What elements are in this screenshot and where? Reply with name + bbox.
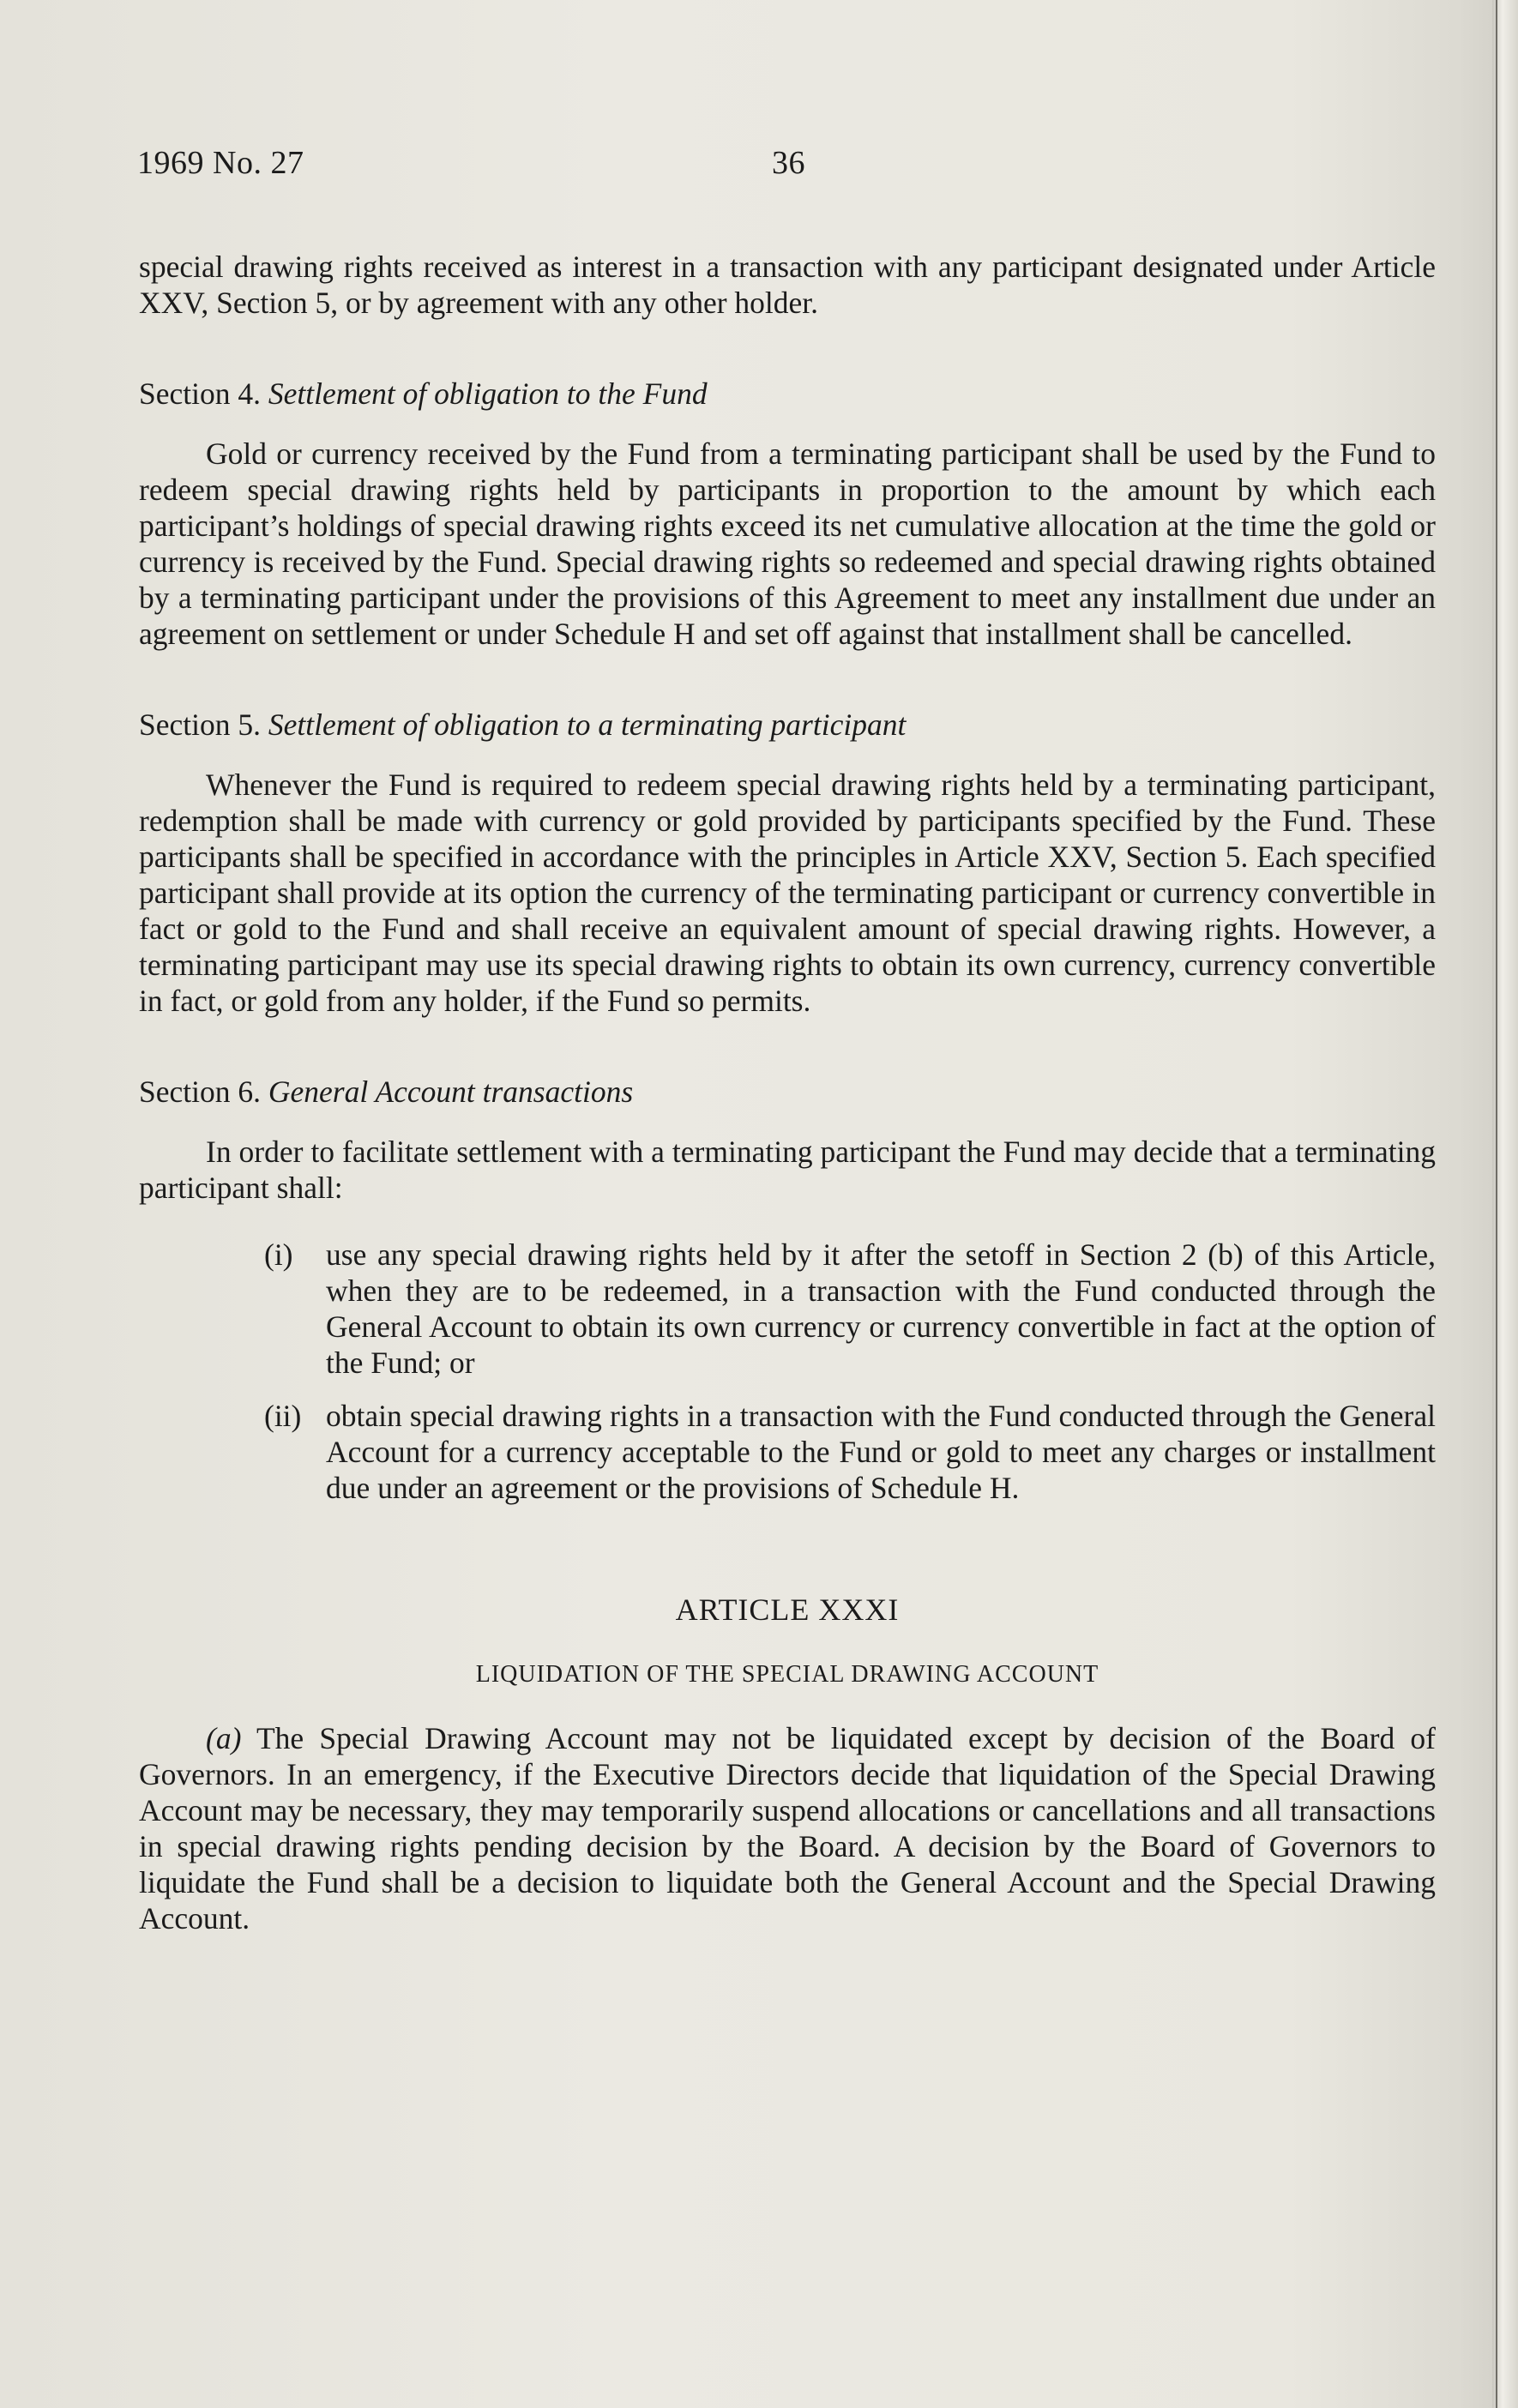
section-5-title: Settlement of obligation to a terminating participant [268, 707, 907, 742]
page-body [139, 249, 1436, 1936]
page-number: 36 [772, 145, 805, 181]
list-item-text: obtain special drawing rights in a transaction with the Fund conducted through the General Account for a currency acceptable to the Fund or gold to meet any charges or installment due under an agreement or the provisions of Schedule H. [326, 1399, 1436, 1505]
section-4-title: Settlement of obligation to the Fund [268, 376, 708, 411]
paragraph-text: The Special Drawing Account may not be liquidated except by decision of the Board of Governors. In an emergency, if the Executive Directors decide that liquidation of the Special Drawing Account may be necessary, they may temporarily suspend allocations or cancellations and all transactions in special drawing rights pending decision by the Board. A decision by the Board of Governors to liquidate the Fund shall be a decision to liquidate both the General Account and the Special Drawing Account. [139, 1721, 1436, 1935]
list-item-number: (ii) [264, 1399, 302, 1433]
article-paragraph-a [139, 1720, 1436, 1936]
paragraph-label: (a) [206, 1721, 242, 1755]
intro-paragraph: special drawing rights received as interest in a transaction with any participant designated under Article XXV, Section 5, or by agreement with any other holder. [139, 250, 1436, 320]
list-item [139, 1237, 1436, 1381]
section-4-label: Section 4. [139, 376, 261, 411]
section-5-label: Section 5. [139, 707, 261, 742]
section-6-title: General Account transactions [268, 1075, 634, 1109]
section-5-paragraph: Whenever the Fund is required to redeem special drawing rights held by a terminating participant, redemption shall be made with currency or gold provided by participants specified by the Fund. These participants shall be specified in accordance with the principles in Article XXV, Section 5. Each specified participant shall provide at its option the currency of the terminating participant or currency convertible in fact or gold to the Fund and shall receive an equivalent amount of special drawing rights. However, a terminating participant may use its special drawing rights to obtain its own currency, currency convertible in fact, or gold from any holder, if the Fund so permits. [139, 768, 1436, 1018]
binding-edge [1496, 0, 1497, 2408]
section-6-label: Section 6. [139, 1075, 261, 1109]
section-6-heading [139, 1074, 1436, 1110]
section-6-paragraph: In order to facilitate settlement with a terminating participant the Fund may decide that a terminating participant shall: [139, 1135, 1436, 1205]
list-item [139, 1398, 1436, 1506]
section-6-list [139, 1237, 1436, 1506]
section-5-heading [139, 707, 1436, 743]
list-item-text: use any special drawing rights held by it after the setoff in Section 2 (b) of this Article, when they are to be redeemed, in a transaction with the Fund conducted through the General Account to obtain its own currency or currency convertible in fact at the option of the Fund; or [326, 1237, 1436, 1380]
article-subheading: LIQUIDATION OF THE SPECIAL DRAWING ACCOUNT [475, 1661, 1099, 1688]
section-4-paragraph: Gold or currency received by the Fund from a terminating participant shall be used by the Fund to redeem special drawing rights held by participants in proportion to the amount by which each participant’s holdings of special drawing rights exceed its net cumulative allocation at the time the gold or currency is received by the Fund. Special drawing rights so redeemed and special drawing rights obtained by a terminating participant under the provisions of this Agreement to meet any installment due under an agreement on settlement or under Schedule H and set off against that installment shall be cancelled. [139, 436, 1436, 651]
article-heading: ARTICLE XXXI [675, 1592, 900, 1627]
section-4-heading [139, 376, 1436, 412]
year-number: 1969 No. 27 [137, 145, 304, 181]
list-item-number: (i) [264, 1237, 293, 1272]
